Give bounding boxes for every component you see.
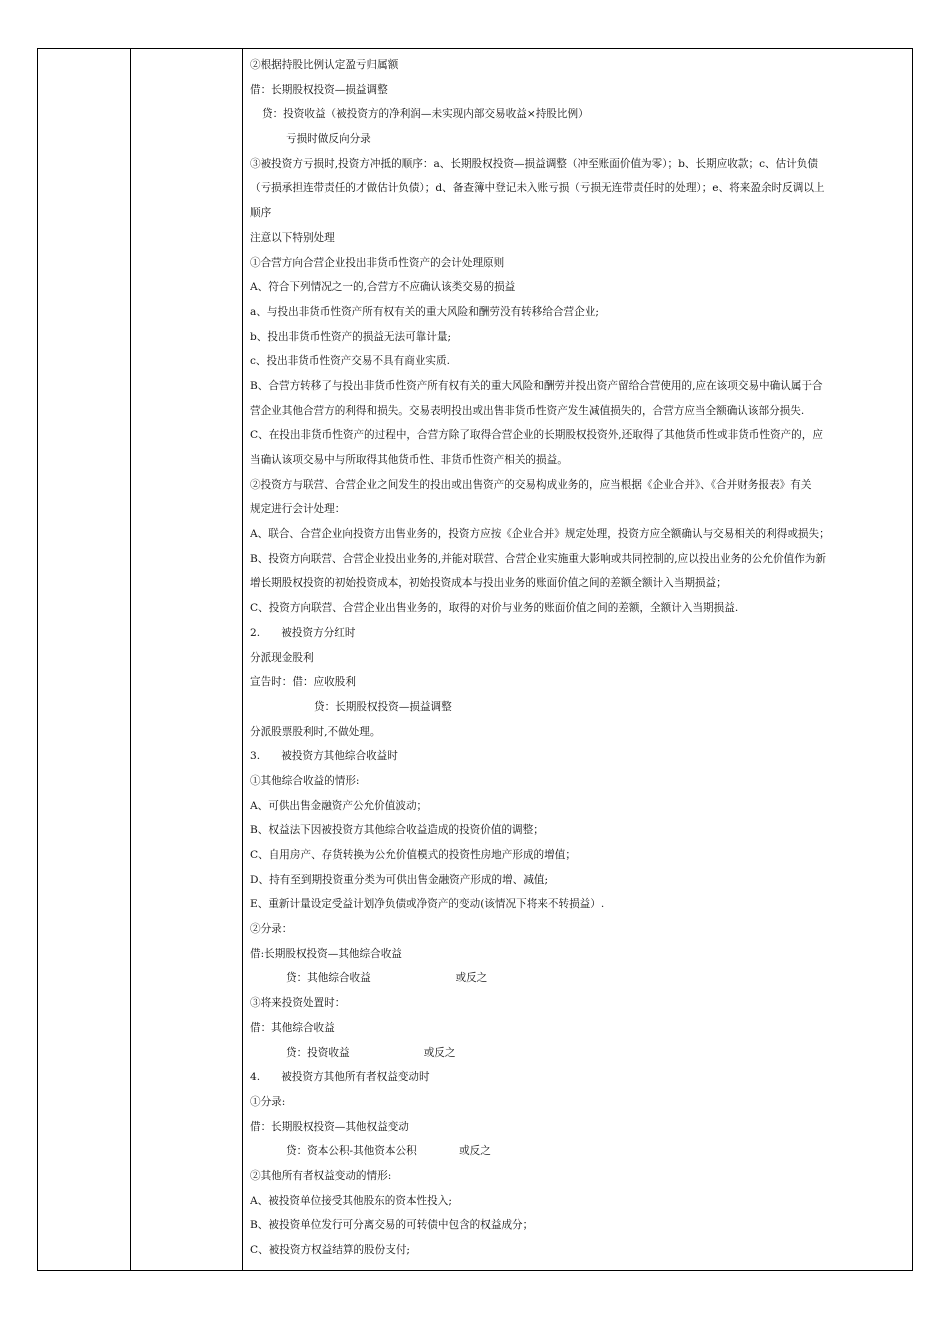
text-line: C、投资方向联营、合营企业出售业务的，取得的对价与业务的账面价值之间的差额，全额计入当期损益. — [250, 602, 739, 615]
text-line: ①分录: — [250, 1095, 286, 1108]
text-line: 贷：投资收益（被投资方的净利润—未实现内部交易收益×持股比例） — [262, 108, 589, 121]
text-line: 4. 被投资方其他所有者权益变动时 — [250, 1071, 430, 1084]
text-line: 贷：其他综合收益 或反之 — [286, 972, 488, 985]
text-line: 宣告时：借：应收股利 — [250, 676, 356, 689]
text-line: A、可供出售金融资产公允价值波动； — [250, 799, 428, 812]
text-line: 3. 被投资方其他综合收益时 — [250, 750, 398, 763]
text-line: ②分录： — [250, 923, 293, 936]
text-line: ③被投资方亏损时,投资方冲抵的顺序：a、长期股权投资—损益调整（冲至账面价值为零）；b、长期应收款；c、估计负债 — [250, 157, 818, 170]
text-line: A、联合、合营企业向投资方出售业务的，投资方应按《企业合并》规定处理，投资方应全额确认与交易相关的利得或损失； — [250, 528, 830, 541]
text-line: 借：长期股权投资—损益调整 — [250, 83, 388, 96]
text-line: a、与投出非货币性资产所有权有关的重大风险和酬劳没有转移给合营企业; — [250, 305, 599, 318]
text-line: B、合营方转移了与投出非货币性资产所有权有关的重大风险和酬劳并投出资产留给合营使用的,应在该项交易中确认属于合 — [250, 379, 823, 392]
text-line: 顺序 — [250, 207, 272, 220]
text-line: b、投出非货币性资产的损益无法可靠计量; — [250, 330, 452, 343]
text-line: B、权益法下因被投资方其他综合收益造成的投资价值的调整； — [250, 824, 544, 837]
text-line: 亏损时做反向分录 — [286, 133, 371, 146]
text-line: 规定进行会计处理： — [250, 503, 346, 516]
table-frame — [37, 48, 913, 1271]
text-line: 当确认该项交易中与所取得其他货币性、非货币性资产相关的损益。 — [250, 454, 568, 466]
text-line: ②投资方与联营、合营企业之间发生的投出或出售资产的交易构成业务的，应当根据《企业合并》、《合并财务报表》有关 — [250, 478, 812, 491]
text-line: C、在投出非货币性资产的过程中，合营方除了取得合营企业的长期股权投资外,还取得了其他货币性或非货币性资产的，应 — [250, 429, 823, 442]
text-line: 营企业其他合营方的利得和损失。交易表明投出或出售非货币性资产发生减值损失的，合营方应当全额确认该部分损失. — [250, 404, 805, 417]
text-line: 2. 被投资方分红时 — [250, 626, 356, 639]
text-line: D、持有至到期投资重分类为可供出售金融资产形成的增、减值; — [250, 873, 549, 886]
text-line: 借：长期股权投资—其他权益变动 — [250, 1120, 409, 1133]
text-line: ①合营方向合营企业投出非货币性资产的会计处理原则 — [250, 256, 505, 269]
text-line: ①其他综合收益的情形: — [250, 774, 360, 787]
text-line: B、被投资单位发行可分离交易的可转债中包含的权益成分； — [250, 1219, 534, 1232]
text-line: E、重新计量设定受益计划净负债或净资产的变动(该情况下将来不转损益）. — [250, 898, 605, 911]
text-line: 注意以下特别处理 — [250, 231, 335, 244]
text-line: A、符合下列情况之一的,合营方不应确认该类交易的损益 — [250, 281, 516, 294]
text-line: 借:长期股权投资—其他综合收益 — [250, 947, 402, 960]
text-line: C、被投资方权益结算的股份支付; — [250, 1244, 410, 1256]
text-line: ③将来投资处置时： — [250, 997, 346, 1010]
text-line: 贷：资本公积-其他资本公积 或反之 — [286, 1145, 491, 1158]
text-line: 增长期股权投资的初始投资成本，初始投资成本与投出业务的账面价值之间的差额全额计入当期损益； — [250, 577, 727, 590]
text-line: 分派现金股利 — [250, 651, 314, 664]
text-line: （亏损承担连带责任的才做估计负债）；d、备查簿中登记未入账亏损（亏损无连带责任时的处理）；e、将来盈余时反调以上 — [250, 182, 825, 195]
content-cell — [250, 53, 908, 1263]
table-column-1 — [38, 49, 131, 1270]
text-line: B、投资方向联营、合营企业投出业务的,并能对联营、合营企业实施重大影响或共同控制的,应以投出业务的公允价值作为新 — [250, 552, 826, 565]
text-line: 贷：投资收益 或反之 — [286, 1046, 456, 1059]
table-column-2 — [130, 49, 243, 1270]
text-line: 分派股票股利时,不做处理。 — [250, 725, 381, 738]
text-line: ②根据持股比例认定盈亏归属额 — [250, 59, 399, 71]
text-line: 贷：长期股权投资—损益调整 — [314, 700, 452, 713]
text-line: 借：其他综合收益 — [250, 1021, 335, 1034]
text-line: ②其他所有者权益变动的情形: — [250, 1169, 392, 1182]
text-line: C、自用房产、存货转换为公允价值模式的投资性房地产形成的增值； — [250, 849, 576, 861]
text-line: A、被投资单位接受其他股东的资本性投入; — [250, 1194, 452, 1207]
text-line: c、投出非货币性资产交易不具有商业实质. — [250, 355, 450, 368]
